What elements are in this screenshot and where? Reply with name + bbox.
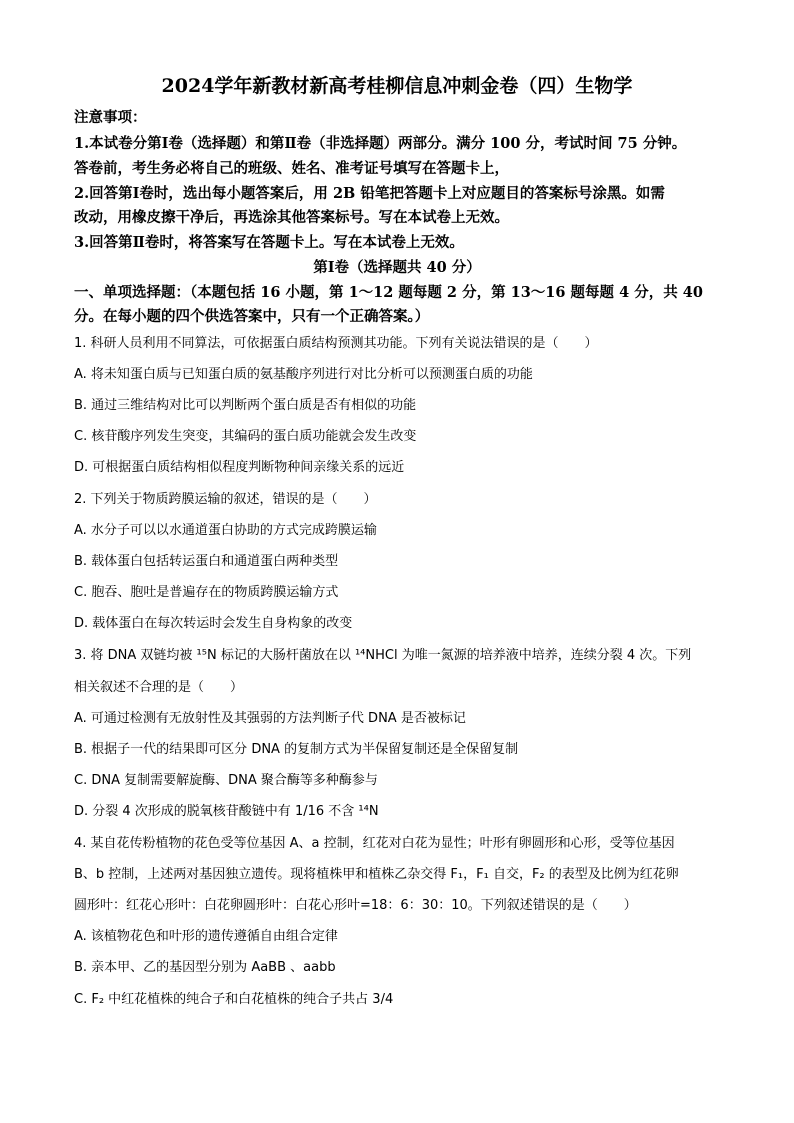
notice-heading: 注意事项： xyxy=(74,109,147,126)
question-4-option-c: C. F₂ 中红花植株的纯合子和白花植株的纯合子共占 3/4 xyxy=(74,992,394,1007)
page-title: 2024学年新教材新高考桂柳信息冲刺金卷（四）生物学 xyxy=(161,75,633,97)
notice-line: 3.回答第Ⅱ卷时，将答案写在答题卡上。写在本试卷上无效。 xyxy=(74,234,464,251)
question-1-option-c: C. 核苷酸序列发生突变，其编码的蛋白质功能就会发生改变 xyxy=(74,429,417,444)
question-2-stem: 2. 下列关于物质跨膜运输的叙述，错误的是（ ） xyxy=(74,492,377,507)
section-instruction: 一、单项选择题：（本题包括 16 小题，第 1～12 题每题 2 分，第 13～16 题每题 4 分，共 40 xyxy=(74,284,703,301)
question-1-option-b: B. 通过三维结构对比可以判断两个蛋白质是否有相似的功能 xyxy=(74,398,417,413)
question-4-option-b: B. 亲本甲、乙的基因型分别为 AaBB 、aabb xyxy=(74,960,336,975)
question-4-option-a: A. 该植物花色和叶形的遗传遵循自由组合定律 xyxy=(74,929,338,944)
question-2-option-b: B. 载体蛋白包括转运蛋白和通道蛋白两种类型 xyxy=(74,554,339,569)
question-3-stem: 相关叙述不合理的是（ ） xyxy=(74,680,244,695)
notice-line: 改动，用橡皮擦干净后，再选涂其他答案标号。写在本试卷上无效。 xyxy=(74,209,509,226)
question-1-option-a: A. 将未知蛋白质与已知蛋白质的氨基酸序列进行对比分析可以预测蛋白质的功能 xyxy=(74,367,533,382)
question-2-option-a: A. 水分子可以以水通道蛋白协助的方式完成跨膜运输 xyxy=(74,523,377,538)
question-3-option-b: B. 根据子一代的结果即可区分 DNA 的复制方式为半保留复制还是全保留复制 xyxy=(74,742,519,757)
section-instruction: 分。在每小题的四个供选答案中，只有一个正确答案。） xyxy=(74,308,430,325)
question-4-stem: 圆形叶：红花心形叶：白花卵圆形叶：白花心形叶=18：6：30：10。下列叙述错误的是（ ） xyxy=(74,898,637,913)
question-2-option-d: D. 载体蛋白在每次转运时会发生自身构象的改变 xyxy=(74,616,353,631)
section-title: 第Ⅰ卷（选择题共 40 分） xyxy=(313,259,481,276)
question-3-option-a: A. 可通过检测有无放射性及其强弱的方法判断子代 DNA 是否被标记 xyxy=(74,711,466,726)
question-1-stem: 1. 科研人员利用不同算法，可依据蛋白质结构预测其功能。下列有关说法错误的是（ ） xyxy=(74,336,598,351)
question-3-stem: 3. 将 DNA 双链均被 ¹⁵N 标记的大肠杆菌放在以 ¹⁴NHCl 为唯一氮源的培养液中培养，连续分裂 4 次。下列 xyxy=(74,648,692,663)
notice-line: 2.回答第Ⅰ卷时，选出每小题答案后，用 2B 铅笔把答题卡上对应题目的答案标号涂黑。如需 xyxy=(74,185,665,202)
question-4-stem: B、b 控制，上述两对基因独立遗传。现将植株甲和植株乙杂交得 F₁，F₁ 自交，F₂ 的表型及比例为红花卵 xyxy=(74,867,679,882)
notice-line: 答卷前，考生务必将自己的班级、姓名、准考证号填写在答题卡上， xyxy=(74,160,509,177)
question-2-option-c: C. 胞吞、胞吐是普遍存在的物质跨膜运输方式 xyxy=(74,585,339,600)
question-1-option-d: D. 可根据蛋白质结构相似程度判断物种间亲缘关系的远近 xyxy=(74,460,405,475)
notice-line: 1.本试卷分第Ⅰ卷（选择题）和第Ⅱ卷（非选择题）两部分。满分 100 分，考试时间 75 分钟。 xyxy=(74,135,687,152)
question-4-stem: 4. 某自花传粉植物的花色受等位基因 A、a 控制，红花对白花为显性；叶形有卵圆形和心形，受等位基因 xyxy=(74,836,675,851)
question-3-option-c: C. DNA 复制需要解旋酶、DNA 聚合酶等多种酶参与 xyxy=(74,773,378,788)
question-3-option-d: D. 分裂 4 次形成的脱氧核苷酸链中有 1/16 不含 ¹⁴N xyxy=(74,804,379,819)
